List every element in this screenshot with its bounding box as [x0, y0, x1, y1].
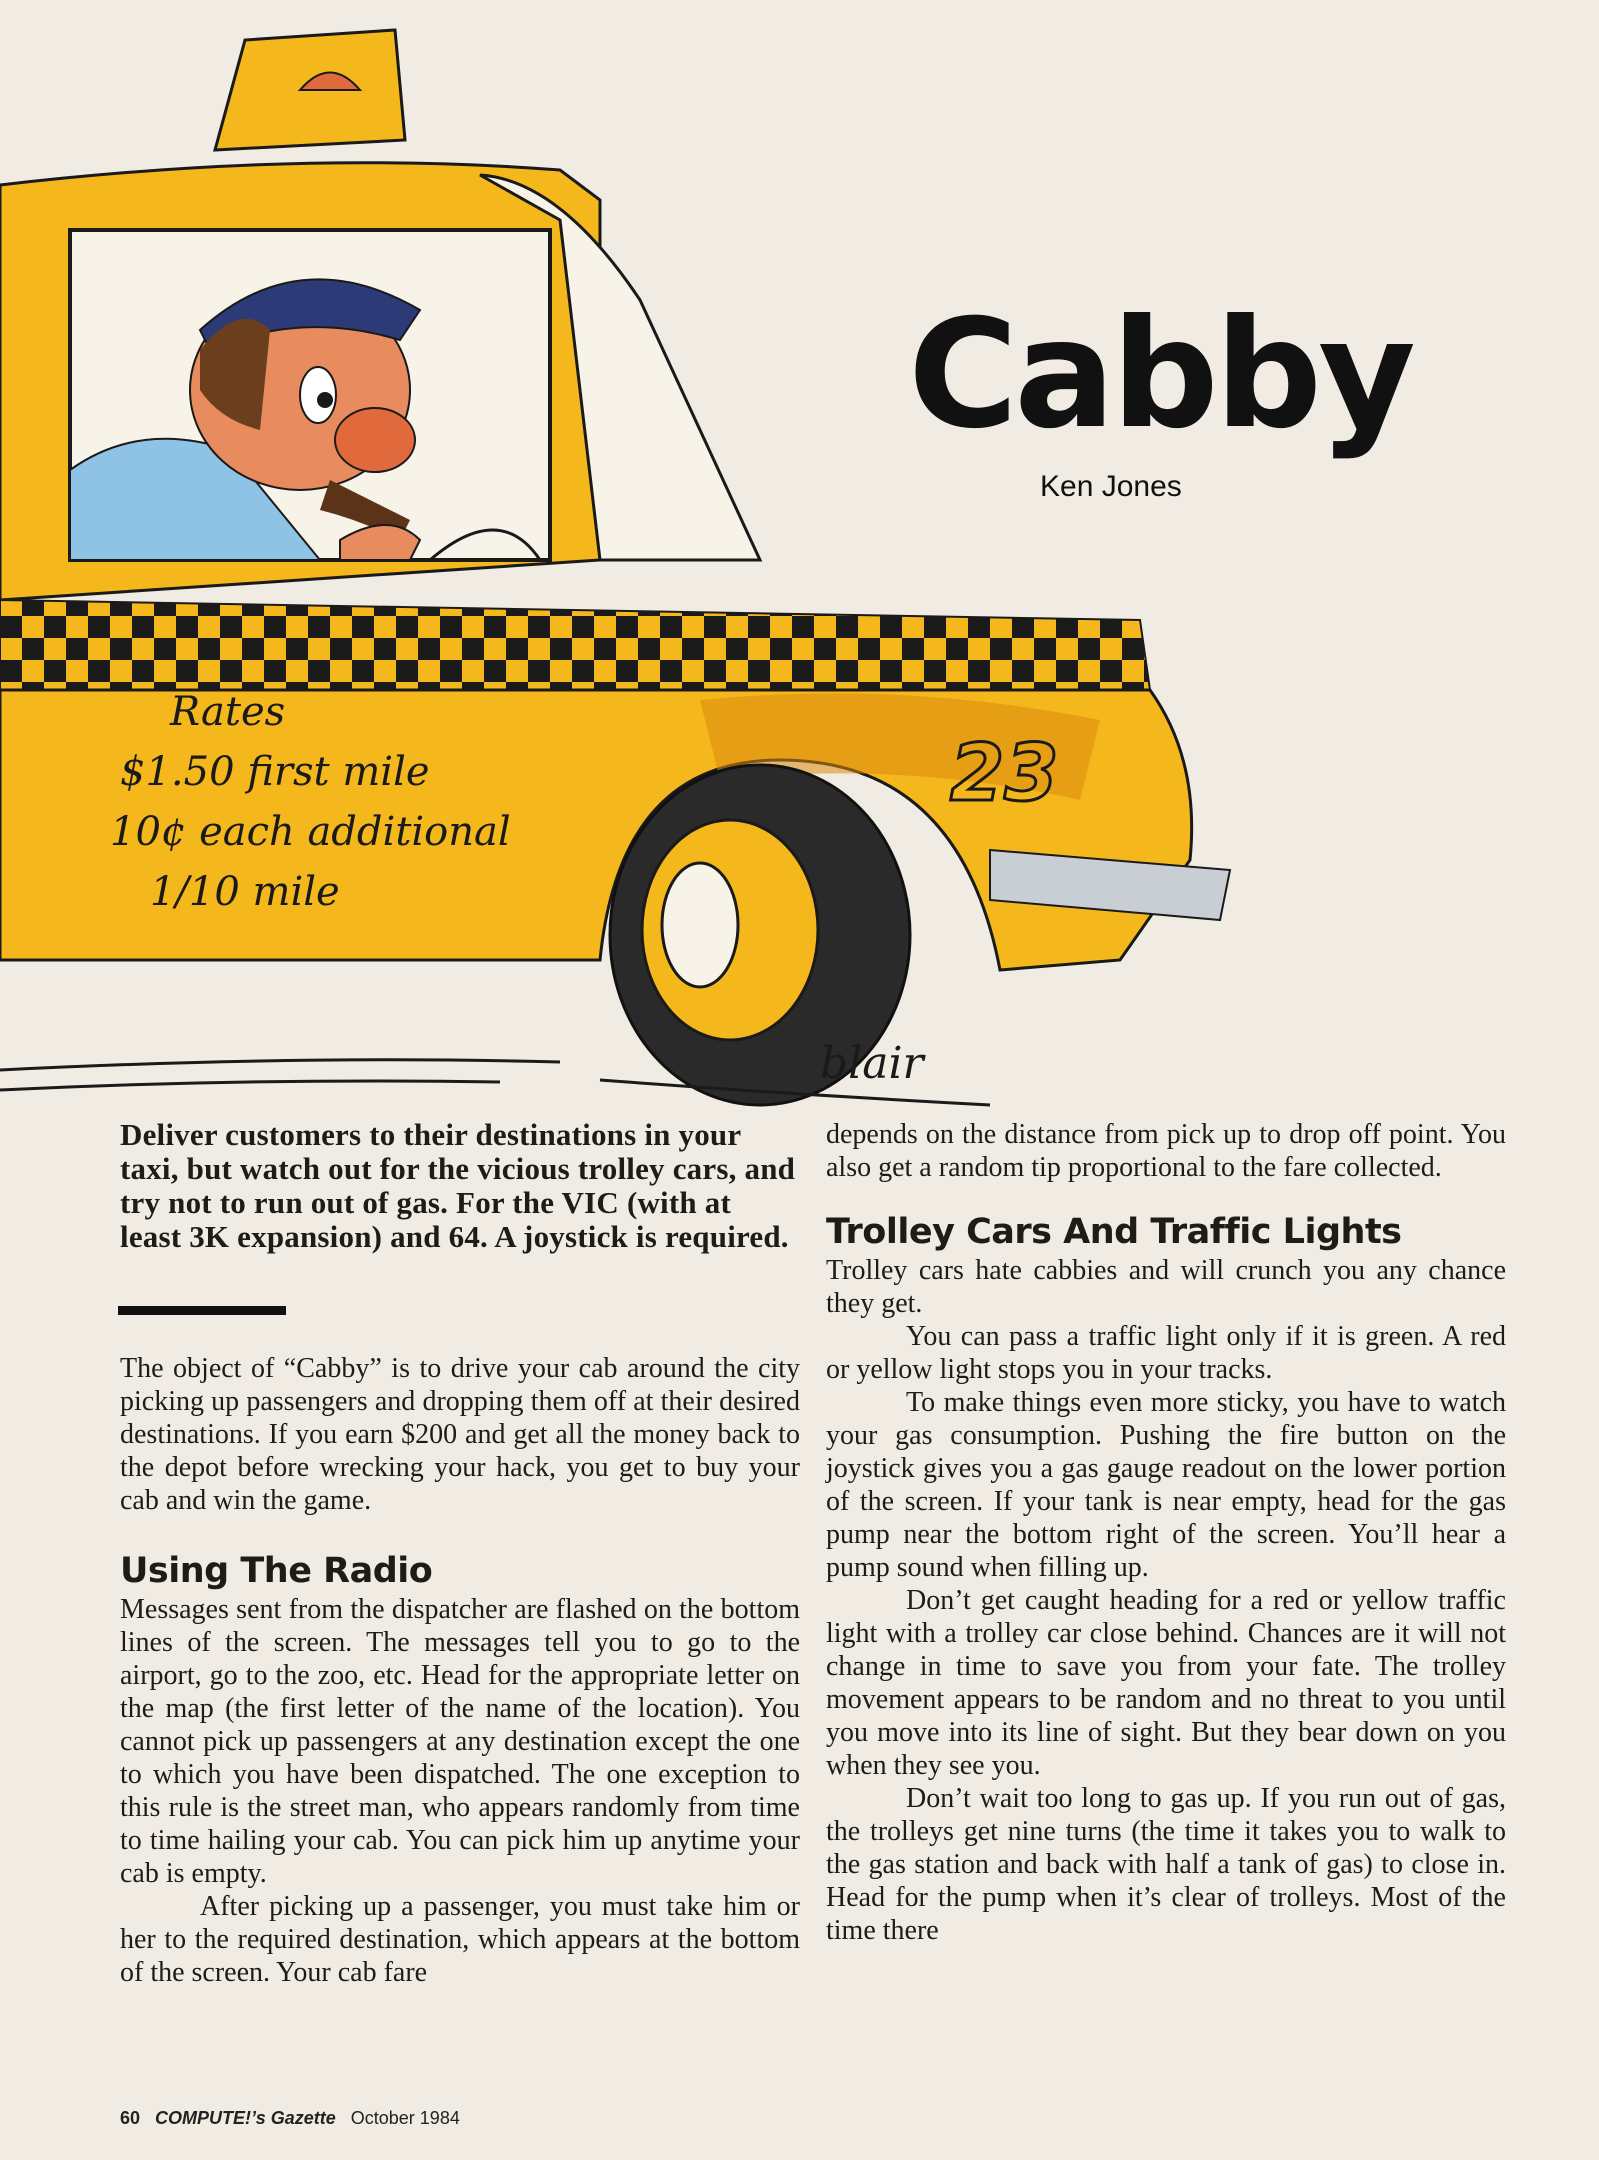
artist-signature: blair	[820, 1038, 924, 1089]
body-paragraph: Don’t wait too long to gas up. If you run out of gas, the trolleys get nine turns (the time it takes you to walk to the gas station and back with half a tank of gas) to close in. Head for the pump when it’s clear of trolleys. Most of the time there	[826, 1783, 1506, 1946]
section-heading-trolley-cars: Trolley Cars And Traffic Lights	[826, 1212, 1402, 1252]
page-footer	[120, 2108, 460, 2129]
body-paragraph: The object of “Cabby” is to drive your cab around the city picking up passengers and dropping them off at their desired destinations. If you earn $200 and get all the money back to the depot before wrecking your hack, you get to buy your cab and win the game.	[120, 1353, 800, 1516]
body-paragraph: After picking up a passenger, you must take him or her to the required destination, which appears at the bottom of the screen. Your cab fare	[120, 1891, 800, 1988]
body-paragraph: To make things even more sticky, you have to watch your gas consumption. Pushing the fire button on the joystick gives you a gas gauge readout on the lower portion of the screen. If your tank is near empty, head for the gas pump near the bottom right of the screen. You’ll hear a pump sound when filling up.	[826, 1387, 1506, 1583]
body-paragraph: Trolley cars hate cabbies and will crunch you any chance they get.	[826, 1255, 1506, 1319]
article-title: Cabby	[908, 288, 1412, 462]
article-author: Ken Jones	[1040, 470, 1182, 503]
body-paragraph: Don’t get caught heading for a red or yellow traffic light with a trolley car close behind. Chances are it will not change in time to save you from your fate. The trolley movement appears to be random and no threat to you until you move into its line of sight. But they bear down on you when they see you.	[826, 1585, 1506, 1781]
left-column	[120, 1352, 800, 1989]
rates-line-3: 10¢ each additional	[110, 809, 511, 855]
rates-line-4: 1/10 mile	[150, 869, 340, 915]
page-number: 60	[120, 2108, 141, 2128]
cab-number: 23	[950, 729, 1059, 819]
deck-rule	[118, 1306, 286, 1315]
magazine-name: COMPUTE!’s Gazette	[155, 2108, 336, 2128]
body-paragraph: You can pass a traffic light only if it is green. A red or yellow light stops you in your tracks.	[826, 1321, 1506, 1385]
body-paragraph: Messages sent from the dispatcher are flashed on the bottom lines of the screen. The messages tell you to go to the airport, go to the zoo, etc. Head for the appropriate letter on the map (the first letter of the name of the location). You cannot pick up passengers at any destination except the one to which you have been dispatched. The one exception to this rule is the street man, who appears randomly from time to time hailing your cab. You can pick him up anytime your cab is empty.	[120, 1594, 800, 1889]
rates-line-2: $1.50 first mile	[120, 749, 430, 795]
checker-band	[0, 600, 1150, 690]
article-deck: Deliver customers to their destinations in your taxi, but watch out for the vicious trolley cars, and try not to run out of gas. For the VIC (with at least 3K expansion) and 64. A joystick is required.	[120, 1117, 796, 1254]
right-column	[826, 1118, 1506, 1947]
rates-line-1: Rates	[170, 689, 286, 735]
section-heading-using-the-radio: Using The Radio	[120, 1551, 433, 1591]
body-paragraph: depends on the distance from pick up to drop off point. You also get a random tip proportional to the fare collected.	[826, 1119, 1506, 1183]
issue-date: October 1984	[350, 2108, 460, 2128]
